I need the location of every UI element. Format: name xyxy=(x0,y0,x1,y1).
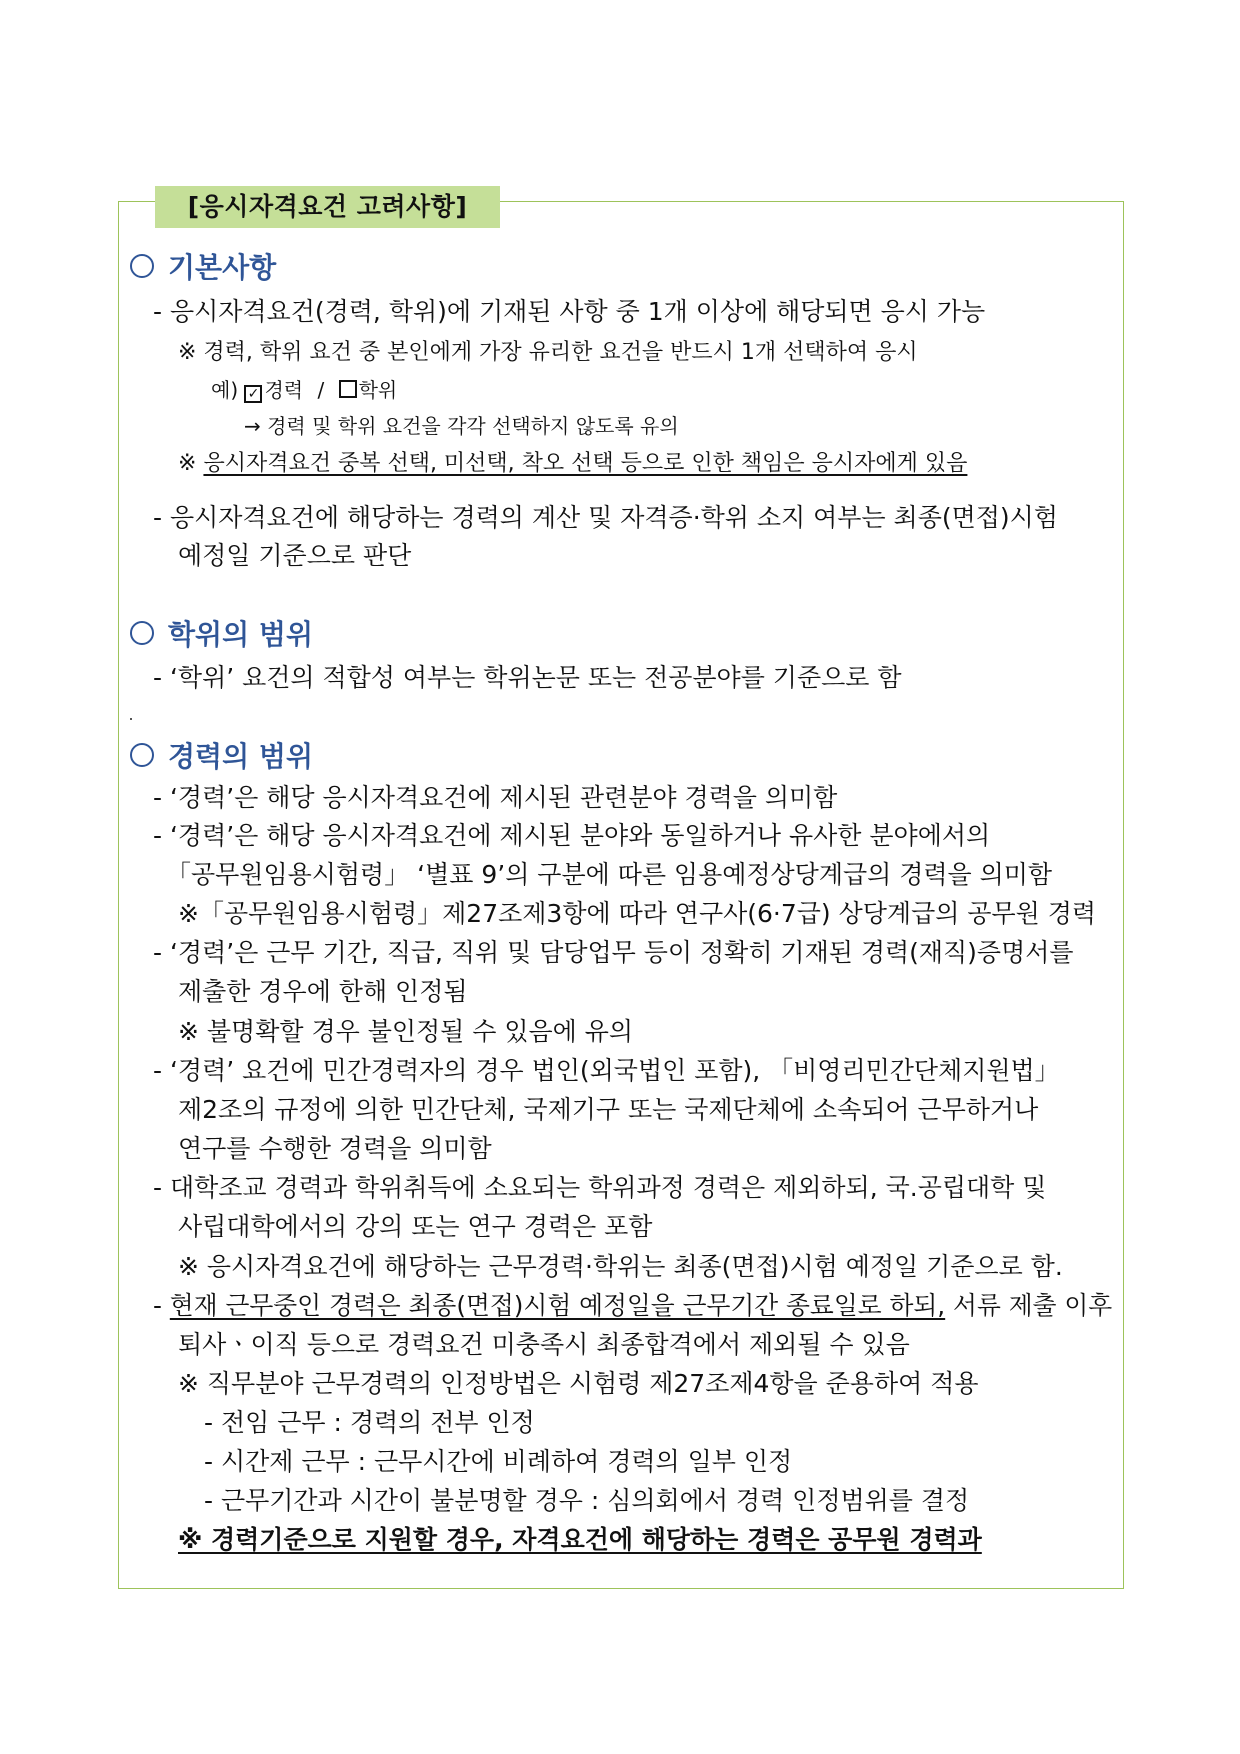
basic-line-2: ※ 경력, 학위 요건 중 본인에게 가장 유리한 요건을 반드시 1개 선택하여 응시 xyxy=(178,340,918,365)
heading-text: 경력의 범위 xyxy=(168,740,313,773)
trailing-text: 서류 제출 이후 xyxy=(953,1291,1113,1320)
basic-arrow-note: → 경력 및 학위 요건을 각각 선택하지 않도록 유의 xyxy=(244,414,679,438)
career-line-9: 제2조의 규정에 의한 민간단체, 국제기구 또는 국제단체에 소속되어 근무하거나 xyxy=(178,1095,1039,1124)
checked-box-icon: ✓ xyxy=(244,385,262,403)
note-mark: ※ xyxy=(178,451,197,476)
career-line-15: 퇴사ㆍ이직 등으로 경력요건 미충족시 최종합격에서 제외될 수 있음 xyxy=(178,1330,910,1359)
stray-dot xyxy=(130,718,132,720)
career-line-7: ※ 불명확할 경우 불인정될 수 있음에 유의 xyxy=(178,1017,634,1046)
career-line-12: 사립대학에서의 강의 또는 연구 경력은 포함 xyxy=(178,1212,653,1241)
career-line-18: - 시간제 근무 : 근무시간에 비례하여 경력의 일부 인정 xyxy=(204,1447,793,1476)
basic-line-4: - 응시자격요건에 해당하는 경력의 계산 및 자격증·학위 소지 여부는 최종(면접)시험 xyxy=(153,503,1058,532)
example-checked-label: 경력 xyxy=(264,378,304,402)
career-line-6: 제출한 경우에 한해 인정됨 xyxy=(178,977,468,1006)
basic-line-1: - 응시자격요건(경력, 학위)에 기재된 사항 중 1개 이상에 해당되면 응시 가능 xyxy=(153,297,986,326)
career-line-20: ※ 경력기준으로 지원할 경우, 자격요건에 해당하는 경력은 공무원 경력과 xyxy=(178,1525,982,1554)
career-line-2: - ‘경력’은 해당 응시자격요건에 제시된 분야와 동일하거나 유사한 분야에서의 xyxy=(153,821,991,850)
dash-mark: - xyxy=(153,1291,162,1320)
example-unchecked-label: 학위 xyxy=(358,378,398,402)
career-line-4: ※「공무원임용시험령」제27조제3항에 따라 연구사(6·7급) 상당계급의 공무원 경력 xyxy=(178,899,1097,928)
career-line-11: - 대학조교 경력과 학위취득에 소요되는 학위과정 경력은 제외하되, 국.공립대학 및 xyxy=(153,1173,1047,1202)
basic-example xyxy=(211,374,397,406)
circle-bullet-icon xyxy=(130,621,154,645)
heading-text: 기본사항 xyxy=(168,251,277,284)
section-heading-career xyxy=(130,735,313,775)
section-heading-basic xyxy=(130,246,276,286)
underlined-note: 응시자격요건 중복 선택, 미선택, 착오 선택 등으로 인한 책임은 응시자에게 있음 xyxy=(203,451,968,476)
career-line-8: - ‘경력’ 요건에 민간경력자의 경우 법인(외국법인 포함), 「비영리민간단체지원법」 xyxy=(153,1056,1060,1085)
basic-line-3 xyxy=(178,448,967,480)
career-line-17: - 전임 근무 : 경력의 전부 인정 xyxy=(204,1408,535,1437)
box-title: [응시자격요건 고려사항] xyxy=(155,186,500,228)
example-separator: / xyxy=(317,378,325,402)
career-line-16: ※ 직무분야 근무경력의 인정방법은 시험령 제27조제4항을 준용하여 적용 xyxy=(178,1369,979,1398)
career-line-19: - 근무기간과 시간이 불분명할 경우 : 심의회에서 경력 인정범위를 결정 xyxy=(204,1486,970,1515)
heading-text: 학위의 범위 xyxy=(168,618,313,651)
underlined-text: 현재 근무중인 경력은 최종(면접)시험 예정일을 근무기간 종료일로 하되, xyxy=(169,1291,946,1320)
circle-bullet-icon xyxy=(130,254,154,278)
degree-line-1: - ‘학위’ 요건의 적합성 여부는 학위논문 또는 전공분야를 기준으로 함 xyxy=(153,663,902,692)
career-line-10: 연구를 수행한 경력을 의미함 xyxy=(178,1134,492,1163)
career-line-14 xyxy=(153,1290,1112,1322)
career-line-1: - ‘경력’은 해당 응시자격요건에 제시된 관련분야 경력을 의미함 xyxy=(153,783,838,812)
unchecked-box-icon xyxy=(339,380,357,398)
career-line-13: ※ 응시자격요건에 해당하는 근무경력·학위는 최종(면접)시험 예정일 기준으로 함. xyxy=(178,1252,1063,1281)
career-line-3: 「공무원임용시험령」 ‘별표 9’의 구분에 따른 임용예정상당계급의 경력을 의미함 xyxy=(166,860,1053,889)
example-prefix: 예) xyxy=(211,378,239,402)
section-heading-degree xyxy=(130,613,313,653)
circle-bullet-icon xyxy=(130,743,154,767)
basic-line-5: 예정일 기준으로 판단 xyxy=(178,541,412,570)
career-line-5: - ‘경력’은 근무 기간, 직급, 직위 및 담당업무 등이 정확히 기재된 경력(재직)증명서를 xyxy=(153,938,1074,967)
